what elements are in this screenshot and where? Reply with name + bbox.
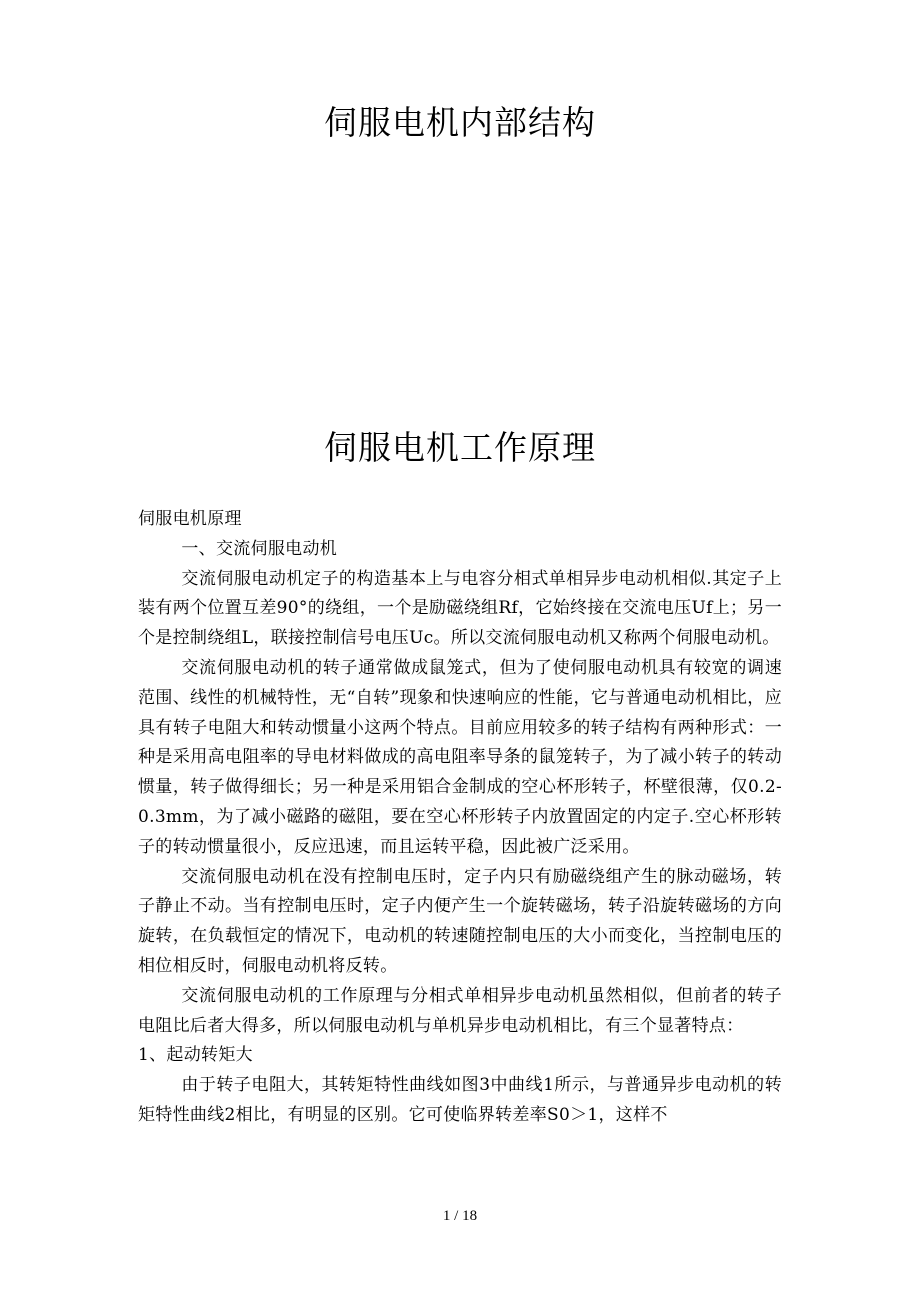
subsection-heading: 一、交流伺服电动机	[181, 538, 338, 559]
document-body	[138, 505, 782, 1131]
document-title-principle: 伺服电机工作原理	[324, 428, 596, 467]
body-paragraph: 交流伺服电动机在没有控制电压时，定子内只有励磁绕组产生的脉动磁场，转子静止不动。当有控制电压时，定子内便产生一个旋转磁场，转子沿旋转磁场的方向旋转，在负载恒定的情况下，电动机的转速随控制电压的大小而变化，当控制电压的相位相反时，伺服电动机将反转。	[138, 866, 782, 976]
body-paragraph: 由于转子电阻大，其转矩特性曲线如图3中曲线1所示，与普通异步电动机的转矩特性曲线2相比，有明显的区别。它可使临界转差率S0＞1，这样不	[138, 1075, 782, 1125]
body-paragraph: 交流伺服电动机定子的构造基本上与电容分相式单相异步电动机相似.其定子上装有两个位置互差90°的绕组，一个是励磁绕组Rf，它始终接在交流电压Uf上；另一个是控制绕组L，联接控制信号电压Uc。所以交流伺服电动机又称两个伺服电动机。	[138, 568, 782, 649]
page-indicator: 1 / 18	[442, 1208, 478, 1224]
body-paragraph: 交流伺服电动机的工作原理与分相式单相异步电动机虽然相似，但前者的转子电阻比后者大得多，所以伺服电动机与单机异步电动机相比，有三个显著特点：	[138, 985, 782, 1036]
list-heading: 1、起动转矩大	[138, 1045, 253, 1066]
section-heading: 伺服电机原理	[138, 509, 242, 529]
document-title-structure: 伺服电机内部结构	[324, 103, 596, 142]
body-paragraph: 交流伺服电动机的转子通常做成鼠笼式，但为了使伺服电动机具有较宽的调速范围、线性的机械特性，无“自转”现象和快速响应的性能，它与普通电动机相比，应具有转子电阻大和转动惯量小这两个特点。目前应用较多的转子结构有两种形式：一种是采用高电阻率的导电材料做成的高电阻率导条的鼠笼转子，为了减小转子的转动惯量，转子做得细长；另一种是采用铝合金制成的空心杯形转子，杯壁很薄，仅0.2-0.3mm，为了减小磁路的磁阻，要在空心杯形转子内放置固定的内定子.空心杯形转子的转动惯量很小，反应迅速，而且运转平稳，因此被广泛采用。	[138, 657, 782, 857]
